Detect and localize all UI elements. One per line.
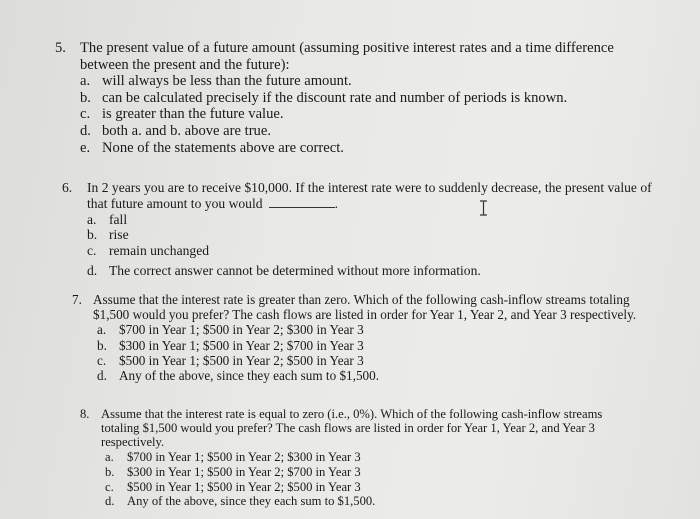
- option-b: [87, 227, 652, 243]
- option-text: remain unchanged: [109, 243, 210, 259]
- question-6: [62, 180, 652, 279]
- option-text: rise: [109, 227, 129, 243]
- option-text: is greater than the future value.: [102, 106, 284, 123]
- option-text: $500 in Year 1; $500 in Year 2; $500 in Year 3: [127, 479, 361, 494]
- option-text: None of the statements above are correct.: [102, 139, 344, 156]
- option-letter: d.: [105, 494, 115, 509]
- option-text: Any of the above, since they each sum to $1,500.: [119, 368, 380, 384]
- option-d: [87, 263, 652, 279]
- option-letter: b.: [97, 337, 107, 353]
- stem-text: Assume that the interest rate is greater than zero. Which of the following cash-inflow streams totaling $1,500 would you prefer? The cash flows are listed in order for Year 1, Year 2, and Year 3 respectively.: [93, 292, 637, 323]
- question-stem: [72, 292, 642, 322]
- option-a: [105, 450, 630, 464]
- option-b: [105, 465, 630, 479]
- option-e: [80, 140, 665, 157]
- option-text: The correct answer cannot be determined without more information.: [109, 262, 481, 278]
- option-b: [97, 338, 642, 353]
- option-d: [97, 368, 642, 383]
- question-stem: [80, 407, 630, 450]
- answer-blank: [269, 206, 335, 208]
- option-letter: a.: [80, 73, 91, 90]
- option-c: [80, 106, 665, 123]
- option-letter: d.: [87, 262, 98, 278]
- option-letter: a.: [87, 211, 97, 227]
- option-text: can be calculated precisely if the discount rate and number of periods is known.: [102, 89, 568, 106]
- option-a: [87, 212, 652, 228]
- option-letter: d.: [80, 122, 91, 139]
- question-8: [80, 407, 630, 508]
- question-number: 5.: [55, 40, 66, 56]
- option-letter: d.: [97, 368, 107, 384]
- option-text: Any of the above, since they each sum to $1,500.: [127, 494, 376, 509]
- question-5: [55, 40, 665, 156]
- text-cursor-icon: [479, 200, 488, 216]
- option-letter: c.: [105, 479, 114, 494]
- option-b: [80, 90, 665, 107]
- question-stem: [62, 180, 652, 212]
- stem-text: Assume that the interest rate is equal to zero (i.e., 0%). Which of the following cash-inflow streams totaling $1,500 would you prefer? The cash flows are listed in order for Year 1, Year 2, and Year 3 respectively.: [101, 407, 603, 450]
- option-letter: b.: [80, 89, 91, 106]
- option-d: [80, 123, 665, 140]
- option-text: $300 in Year 1; $500 in Year 2; $700 in Year 3: [119, 337, 364, 353]
- question-number: 7.: [72, 292, 82, 307]
- option-a: [97, 322, 642, 337]
- option-letter: c.: [80, 106, 91, 123]
- question-7: [72, 292, 642, 383]
- option-letter: b.: [105, 464, 115, 479]
- option-letter: c.: [97, 352, 107, 368]
- question-stem: [55, 40, 665, 73]
- option-d: [105, 494, 630, 508]
- option-letter: a.: [105, 450, 114, 465]
- question-number: 8.: [80, 407, 90, 421]
- option-text: both a. and b. above are true.: [102, 122, 271, 139]
- option-text: will always be less than the future amount.: [102, 73, 352, 90]
- option-c: [105, 480, 630, 494]
- option-letter: e.: [80, 139, 91, 156]
- option-text: $300 in Year 1; $500 in Year 2; $700 in Year 3: [127, 464, 361, 479]
- option-text: fall: [109, 211, 128, 227]
- option-text: $700 in Year 1; $500 in Year 2; $300 in Year 3: [127, 450, 361, 465]
- option-letter: a.: [97, 322, 107, 338]
- option-text: $700 in Year 1; $500 in Year 2; $300 in Year 3: [119, 322, 364, 338]
- stem-end: .: [334, 195, 338, 211]
- option-letter: c.: [87, 243, 97, 259]
- question-number: 6.: [62, 180, 73, 195]
- option-a: [80, 73, 665, 90]
- option-text: $500 in Year 1; $500 in Year 2; $500 in Year 3: [119, 352, 364, 368]
- stem-text: The present value of a future amount (assuming positive interest rates and a time difference between the present and the future):: [80, 40, 614, 73]
- option-c: [87, 243, 652, 259]
- stem-text: In 2 years you are to receive $10,000. If the interest rate were to suddenly decrease, the present value of that future amount to you would: [87, 180, 652, 211]
- option-letter: b.: [87, 227, 98, 243]
- option-c: [97, 353, 642, 368]
